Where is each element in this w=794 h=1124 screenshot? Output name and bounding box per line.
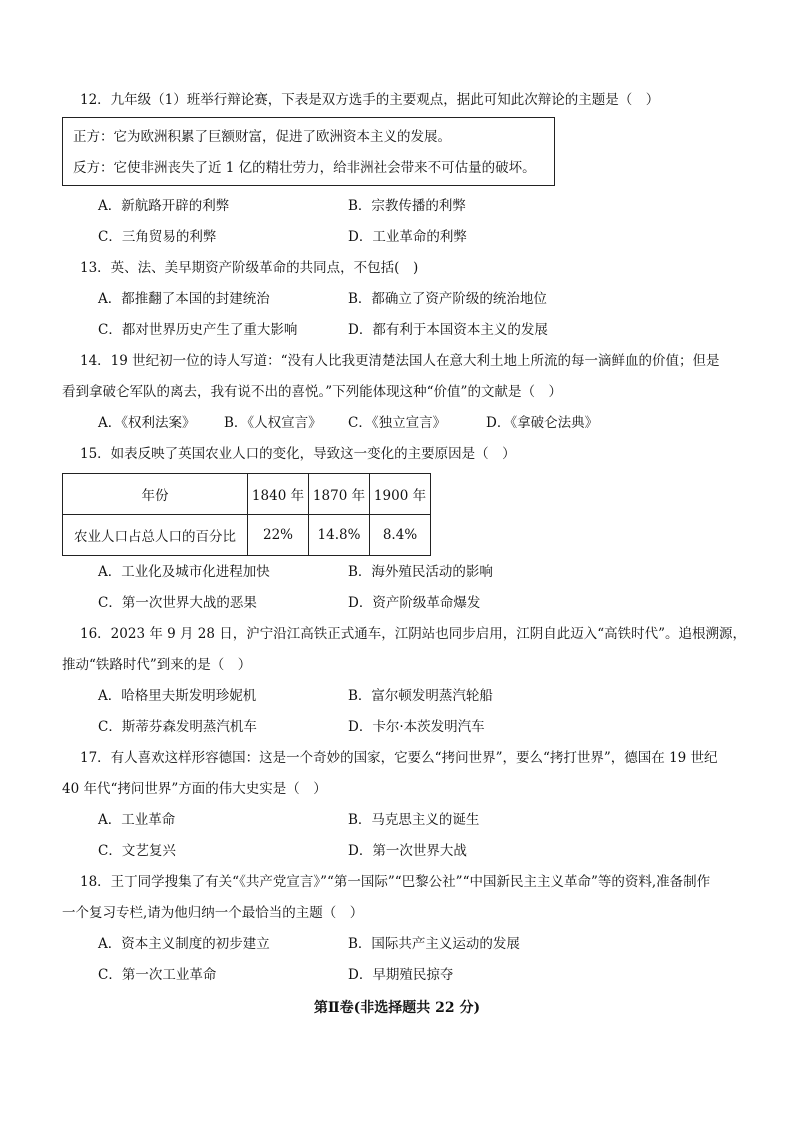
q12-option-c[interactable]: C．三角贸易的利弊 — [98, 229, 217, 245]
q15-stem: 15．如表反映了英国农业人口的变化，导致这一变化的主要原因是（ ） — [80, 446, 516, 462]
table-header-1900: 1900 年 — [370, 474, 431, 515]
q15-option-d[interactable]: D．资产阶级革命爆发 — [348, 595, 481, 611]
q13-option-b[interactable]: B．都确立了资产阶级的统治地位 — [348, 291, 547, 307]
q13-option-c[interactable]: C．都对世界历史产生了重大影响 — [98, 322, 298, 338]
q14-option-b[interactable]: B．《人权宣言》 — [224, 415, 322, 431]
table-header-1840: 1840 年 — [248, 474, 309, 515]
table-cell-1840: 22% — [248, 515, 309, 556]
q13-stem: 13．英、法、美早期资产阶级革命的共同点，不包括( ) — [80, 260, 419, 276]
q12-stem: 12．九年级（1）班举行辩论赛，下表是双方选手的主要观点，据此可知此次辩论的主题是（ ） — [80, 92, 660, 108]
q17-option-a[interactable]: A．工业革命 — [98, 812, 176, 828]
q12-box-line2: 反方：它使非洲丧失了近 1 亿的精壮劳力，给非洲社会带来不可估量的破坏。 — [73, 160, 536, 176]
q17-option-d[interactable]: D．第一次世界大战 — [348, 843, 467, 859]
q15-option-a[interactable]: A．工业化及城市化进程加快 — [98, 564, 270, 580]
q16-stem-line1: 16．2023 年 9 月 28 日，沪宁沿江高铁正式通车，江阴站也同步启用，江阴自此迈入“高铁时代”。追根溯源， — [80, 626, 747, 642]
q16-option-b[interactable]: B．富尔顿发明蒸汽轮船 — [348, 688, 493, 704]
q15-option-b[interactable]: B．海外殖民活动的影响 — [348, 564, 493, 580]
q16-stem-line2: 推动“铁路时代”到来的是（ ） — [62, 657, 252, 673]
q14-option-d[interactable]: D．《拿破仑法典》 — [486, 415, 599, 431]
q17-stem-line1: 17．有人喜欢这样形容德国：这是一个奇妙的国家，它要么“拷问世界”，要么“拷打世界”，德国在 19 世纪 — [80, 750, 718, 766]
section-title: 第Ⅱ卷(非选择题共 22 分) — [313, 1000, 481, 1016]
q18-option-d[interactable]: D．早期殖民掠夺 — [348, 967, 454, 983]
q12-box-line1: 正方：它为欧洲积累了巨额财富，促进了欧洲资本主义的发展。 — [73, 129, 451, 145]
q18-stem-line1: 18．王丁同学搜集了有关“《共产党宣言》”“第一国际”“巴黎公社”“中国新民主主义革命”等的资料,准备制作 — [80, 874, 711, 890]
table-header-1870: 1870 年 — [309, 474, 370, 515]
q18-option-b[interactable]: B．国际共产主义运动的发展 — [348, 936, 520, 952]
q14-stem-line1: 14．19 世纪初一位的诗人写道：“没有人比我更清楚法国人在意大利土地上所流的每一滴鲜血的价值；但是 — [80, 353, 720, 369]
table-row — [63, 474, 431, 515]
q16-option-d[interactable]: D．卡尔·本茨发明汽车 — [348, 719, 485, 735]
q14-option-a[interactable]: A．《权利法案》 — [98, 415, 196, 431]
q12-option-d[interactable]: D．工业革命的利弊 — [348, 229, 467, 245]
q17-option-c[interactable]: C．文艺复兴 — [98, 843, 176, 859]
q15-population-table — [62, 473, 431, 556]
q18-option-a[interactable]: A．资本主义制度的初步建立 — [98, 936, 270, 952]
table-cell-1900: 8.4% — [370, 515, 431, 556]
q12-debate-box — [62, 117, 555, 186]
q16-option-c[interactable]: C．斯蒂芬森发明蒸汽机车 — [98, 719, 257, 735]
q18-stem-line2: 一个复习专栏,请为他归纳一个最恰当的主题（ ） — [62, 905, 364, 921]
q12-option-b[interactable]: B．宗教传播的利弊 — [348, 198, 466, 214]
q16-option-a[interactable]: A．哈格里夫斯发明珍妮机 — [98, 688, 257, 704]
q13-option-d[interactable]: D．都有利于本国资本主义的发展 — [348, 322, 548, 338]
table-header-year: 年份 — [63, 474, 248, 515]
q17-stem-line2: 40 年代“拷问世界”方面的伟大史实是（ ） — [62, 781, 327, 797]
q17-option-b[interactable]: B．马克思主义的诞生 — [348, 812, 480, 828]
table-cell-1870: 14.8% — [309, 515, 370, 556]
table-row-label: 农业人口占总人口的百分比 — [63, 515, 248, 556]
q13-option-a[interactable]: A．都推翻了本国的封建统治 — [98, 291, 270, 307]
q12-option-a[interactable]: A．新航路开辟的利弊 — [98, 198, 230, 214]
q14-stem-line2: 看到拿破仑军队的离去，我有说不出的喜悦。”下列能体现这种“价值”的文献是（ ） — [62, 384, 562, 400]
q14-option-c[interactable]: C．《独立宣言》 — [348, 415, 447, 431]
q18-option-c[interactable]: C．第一次工业革命 — [98, 967, 217, 983]
q15-option-c[interactable]: C．第一次世界大战的恶果 — [98, 595, 257, 611]
table-row — [63, 515, 431, 556]
